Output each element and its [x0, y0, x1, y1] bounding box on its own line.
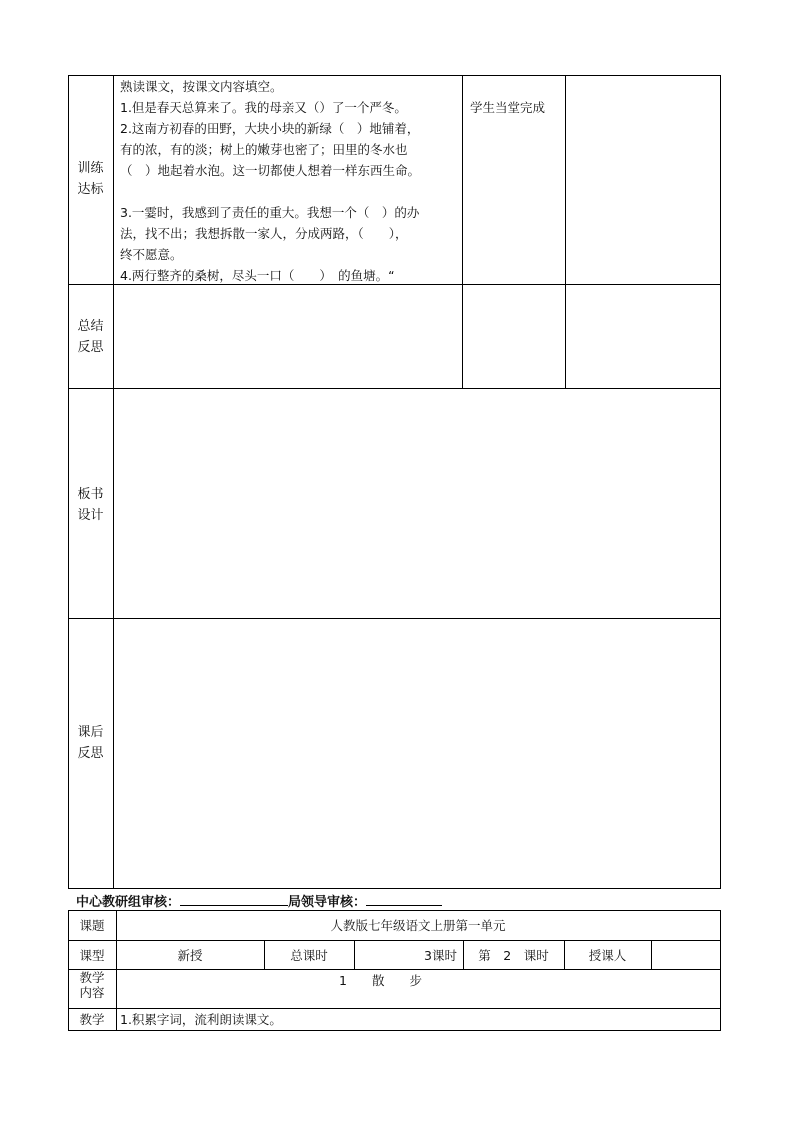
type-label: 课型: [79, 948, 105, 963]
leader-review-blank: [366, 891, 442, 906]
board-label: [68, 484, 113, 526]
center-review-label: 中心教研组审核：: [76, 895, 181, 910]
center-review-blank: [180, 891, 288, 906]
training-line: 2.这南方初春的田野，大块小块的新绿（ ）地铺着，: [120, 121, 420, 136]
content-label: [68, 970, 116, 1000]
training-label-line2: 达标: [77, 182, 104, 197]
training-line: [120, 181, 460, 202]
summary-label-line2: 反思: [77, 340, 104, 355]
training-line: （ ）地起着水泡。这一切都使人想着一样东西生命。: [120, 163, 421, 178]
summary-label-line1: 总结: [77, 319, 104, 334]
after-class-label-line1: 课后: [77, 725, 104, 740]
goal-label: 教学: [79, 1012, 105, 1027]
training-content: [120, 76, 460, 286]
total-hours-label: 总课时: [290, 948, 328, 963]
after-class-label-line2: 反思: [77, 746, 104, 761]
content-label-line2: 内容: [79, 985, 105, 1000]
content-value: 1 散 步: [339, 973, 422, 988]
board-label-line2: 设计: [77, 508, 104, 523]
goal-value: 1.积累字词，流利朗读课文。: [120, 1012, 282, 1027]
training-label-line1: 训练: [77, 161, 104, 176]
board-label-line1: 板书: [77, 487, 104, 502]
teacher-label: 授课人: [588, 948, 627, 963]
topic-value: 人教版七年级语文上册第一单元: [330, 918, 506, 933]
training-line: 有的浓，有的淡；树上的嫩芽也密了；田里的冬水也: [120, 142, 408, 157]
training-line: 法，找不出；我想拆散一家人，分成两路，（ ），: [120, 226, 408, 241]
training-line: 1.但是春天总算来了。我的母亲又（）了一个严冬。: [120, 100, 407, 115]
training-line: 3.一霎时，我感到了责任的重大。我想一个（ ）的办: [120, 205, 420, 220]
lesson-number: 第 2 课时: [478, 948, 549, 963]
type-value: 新授: [177, 948, 203, 963]
content-label-line1: 教学: [79, 970, 105, 985]
student-note: 学生当堂完成: [470, 100, 546, 115]
leader-review-label: 局领导审核：: [288, 895, 367, 910]
training-label: [68, 158, 113, 200]
training-line: 熟读课文，按课文内容填空。: [120, 79, 283, 94]
total-hours-value: 3课时: [424, 948, 457, 963]
training-line: 4.两行整齐的桑树，尽头一口（ ） 的鱼塘。“: [120, 268, 395, 283]
topic-label: 课题: [79, 918, 105, 933]
summary-label: [68, 316, 113, 358]
training-line: 终不愿意。: [120, 247, 183, 262]
after-class-label: [68, 722, 113, 764]
